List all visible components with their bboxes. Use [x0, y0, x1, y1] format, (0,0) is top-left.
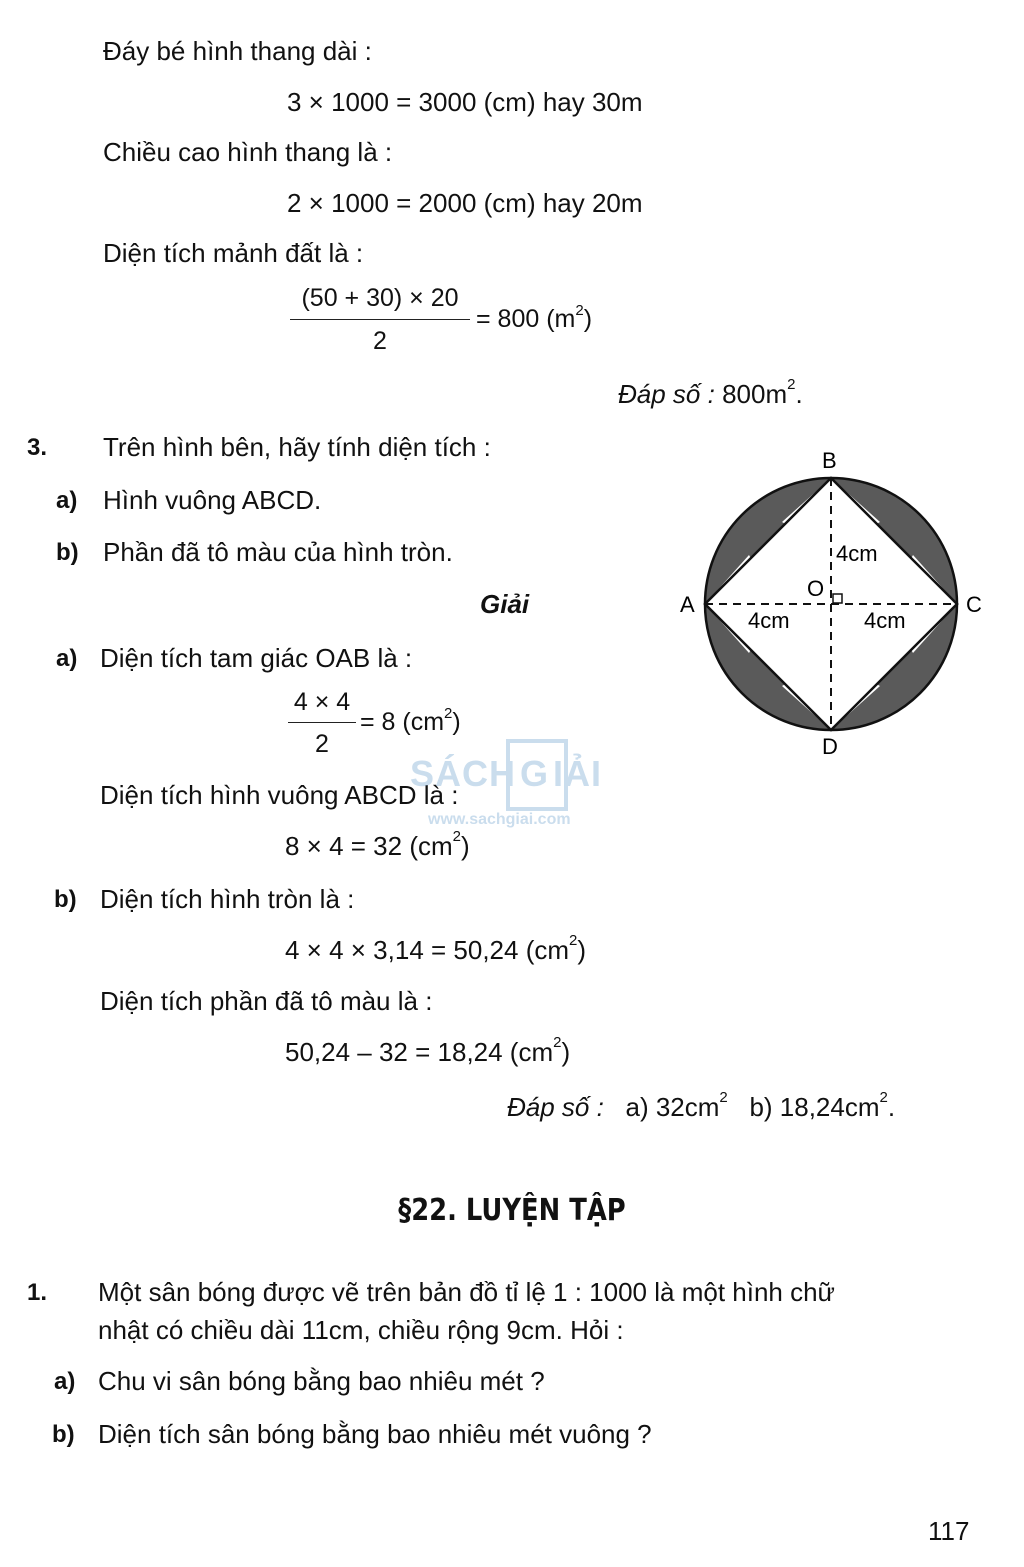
fraction-numerator: (50 + 30) × 20: [301, 284, 459, 312]
fraction-bar: [290, 319, 470, 320]
text-line: Diện tích tam giác OAB là :: [100, 643, 413, 673]
exercise-number: 3.: [27, 434, 48, 461]
item-label: b): [56, 539, 79, 566]
length-ao: 4cm: [748, 608, 790, 633]
equation: 2 × 1000 = 2000 (cm) hay 20m: [287, 188, 643, 218]
equation: 4 × 4 × 3,14 = 50,24 $(cm^2)$: [285, 932, 587, 965]
item-text: Chu vi sân bóng bằng bao nhiêu mét ?: [98, 1366, 545, 1396]
label-b: B: [822, 448, 837, 473]
watermark-url: www.sachgiai.com: [428, 811, 571, 828]
text-line: Diện tích hình tròn là :: [100, 884, 355, 914]
circle-square-figure: [670, 440, 1000, 770]
fraction-bar: [288, 722, 356, 723]
fraction-denominator: 2: [315, 730, 329, 758]
exercise-prompt: Trên hình bên, hãy tính diện tích :: [103, 432, 491, 462]
fraction-result: = 8 $(cm^2)$: [360, 705, 461, 736]
answer: Đáp số : $800m^2$.: [618, 376, 803, 409]
exercise-number: 1.: [27, 1279, 48, 1306]
fraction-area: [290, 286, 620, 356]
length-ob: 4cm: [836, 541, 878, 566]
fraction-denominator: 2: [373, 327, 387, 355]
text-line: Chiều cao hình thang là :: [103, 137, 393, 167]
length-oc: 4cm: [864, 608, 906, 633]
watermark-brand: SÁCH G IẢI: [410, 753, 603, 794]
item-label: a): [56, 487, 78, 514]
fraction-numerator: 4 × 4: [293, 688, 351, 716]
text-line: Diện tích mảnh đất là :: [103, 238, 364, 268]
solution-heading: Giải: [480, 589, 530, 619]
equation: 3 × 1000 = 3000 (cm) hay 30m: [287, 87, 643, 117]
equation: 8 × 4 = 32 $(cm^2)$: [285, 828, 470, 861]
equation: 50,24 – 32 = 18,24 $(cm^2)$: [285, 1034, 571, 1067]
exercise-prompt-cont: nhật có chiều dài 11cm, chiều rộng 9cm. Hỏi :: [98, 1315, 624, 1345]
item-label: b): [52, 1421, 75, 1448]
label-a: A: [680, 592, 695, 617]
item-text: Diện tích sân bóng bằng bao nhiêu mét vuông ?: [98, 1419, 652, 1449]
text-line: Đáy bé hình thang dài :: [103, 36, 372, 66]
answer: Đáp số : a) $32cm^2$ b) $18,24cm^2$.: [507, 1089, 896, 1122]
section-title: §22. LUYỆN TẬP: [398, 1193, 626, 1228]
text-line: Diện tích hình vuông ABCD là :: [100, 780, 459, 810]
item-label: a): [56, 645, 78, 672]
item-label: a): [54, 1368, 76, 1395]
item-label: b): [54, 886, 77, 913]
item-text: Phần đã tô màu của hình tròn.: [103, 537, 453, 567]
watermark-logo: [410, 735, 620, 830]
fraction-result: = 800 $(m^2)$: [476, 302, 593, 333]
item-text: Hình vuông ABCD.: [103, 485, 322, 515]
label-c: C: [966, 592, 982, 617]
page-number: 117: [928, 1516, 970, 1546]
text-line: Diện tích phần đã tô màu là :: [100, 986, 433, 1016]
label-o: O: [807, 576, 825, 601]
exercise-prompt: Một sân bóng được vẽ trên bản đồ tỉ lệ 1 : 1000 là một hình chữ: [98, 1277, 835, 1307]
label-d: D: [822, 734, 838, 759]
